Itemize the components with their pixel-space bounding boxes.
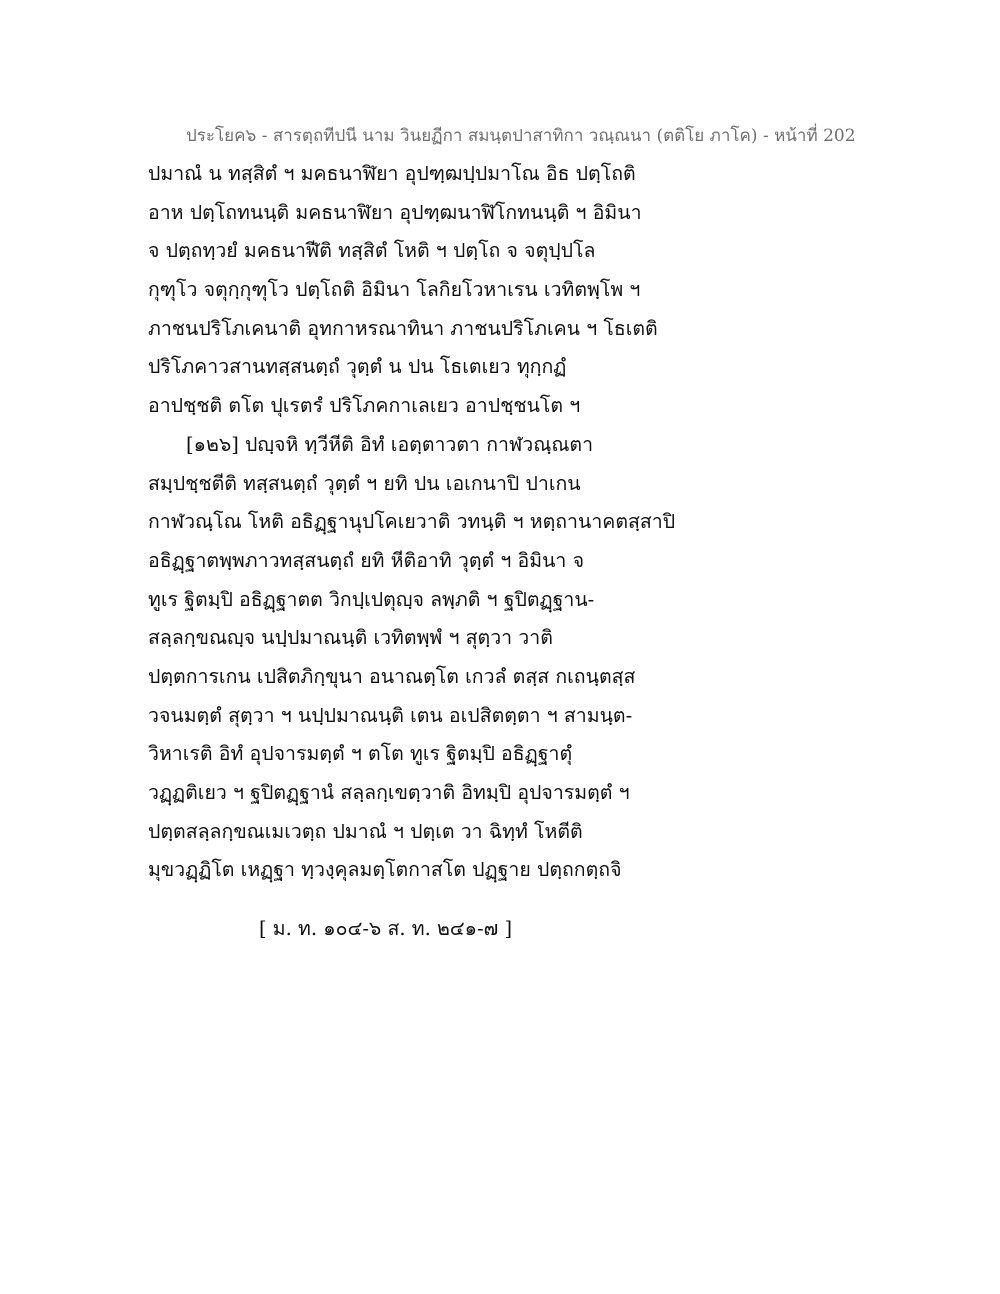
- text-line: อาปชฺชติ ตโต ปุเรตรํ ปริโภคกาเลเยว อาปชฺชนโต ฯ: [148, 394, 581, 418]
- text-line: ทูเร ฐิตมฺปิ อธิฏฺฐาตต วิกปฺเปตุญฺจ ลพฺภติ ฯ ฐปิตฏฺฐาน-: [148, 587, 595, 611]
- text-line: วฏฺฏติเยว ฯ ฐปิตฏฺฐานํ สลฺลกฺเขตฺวาติ อิทมฺปิ อุปจารมตฺตํ ฯ: [148, 781, 630, 804]
- text-line: ปริโภคาวสานทสฺสนตฺถํ วุตฺตํ น ปน โธเตเยว ทุกฺกฏํ: [148, 355, 567, 379]
- text-line: ปมาณํ น ทสฺสิตํ ฯ มคธนาฬิยา อุปฑฺฒปฺปมาโณ อิธ ปตฺโถติ: [148, 162, 636, 185]
- text-line: ภาชนปริโภเคนาติ อุทกาหรณาทินา ภาชนปริโภเคน ฯ โธเตติ: [148, 316, 658, 340]
- text-line: อาห ปตฺโถทนนฺติ มคธนาฬิยา อุปฑฺฒนาฬิโกทนนฺติ ฯ อิมินา: [148, 200, 642, 224]
- text-line: กุฑุโว จตุกฺกุฑุโว ปตฺโถติ อิมินา โลกิยโวหาเรน เวทิตพฺโพ ฯ: [148, 278, 641, 302]
- text-line: กาฬวณฺโณ โหติ อธิฏฺฐานุปโคเยวาติ วทนฺติ ฯ หตฺถานาคตสฺสาปิ: [148, 510, 676, 534]
- text-line: วจนมตฺตํ สุตฺวา ฯ นปฺปมาณนฺติ เตน อเปสิตตฺตา ฯ สามนฺต-: [148, 703, 633, 727]
- text-line: จ ปตฺถทฺวยํ มคธนาฬีติ ทสฺสิตํ โหติ ฯ ปตฺโถ จ จตุปฺปโล: [148, 239, 596, 263]
- text-line: อธิฏฺฐาตพฺพภาวทสฺสนตฺถํ ยทิ หีติอาทิ วุตฺตํ ฯ อิมินา จ: [148, 548, 584, 572]
- paragraph-start-line: [๑๒๖] ปญฺจหิ ทฺวีหีติ อิทํ เอตฺตาวตา กาฬวณฺณตา: [186, 432, 594, 456]
- text-line: สลฺลกฺขณญฺจ นปฺปมาณนฺติ เวทิตพฺพํ ฯ สุตฺวา วาติ: [148, 626, 553, 650]
- text-line: ปตฺตสลฺลกฺขณเมเวตฺถ ปมาณํ ฯ ปตฺเต วา ฉิทฺทํ โหตีติ: [148, 819, 583, 843]
- reference-citation: [ ม. ท. ๑๐๔-๖ ส. ท. ๒๔๑-๗ ]: [259, 917, 513, 940]
- text-line: วิหาเรติ อิทํ อุปจารมตฺตํ ฯ ตโต ทูเร ฐิตมฺปิ อธิฏฺฐาตุํ: [148, 742, 573, 766]
- text-line: ปตฺตการเกน เปสิตภิกฺขุนา อนาณตฺโต เกวลํ ตสฺส กเถนฺตสฺส: [148, 664, 636, 688]
- text-line: สมฺปชฺชตีติ ทสฺสนตฺถํ วุตฺตํ ฯ ยทิ ปน เอเกนาปิ ปาเกน: [148, 471, 581, 495]
- text-line: มุขวฏฺฏิโต เหฏฺฐา ทฺวงฺคุลมตฺโตกาสโต ปฏฺฐาย ปตฺถกตฺถจิ: [148, 858, 622, 882]
- running-head: ประโยค๖ - สารตฺถทีปนี นาม วินยฏีกา สมนฺตปาสาทิกา วณฺณนา (ตติโย ภาโค) - หน้าที่ 202: [186, 126, 856, 146]
- body-text: [148, 155, 708, 890]
